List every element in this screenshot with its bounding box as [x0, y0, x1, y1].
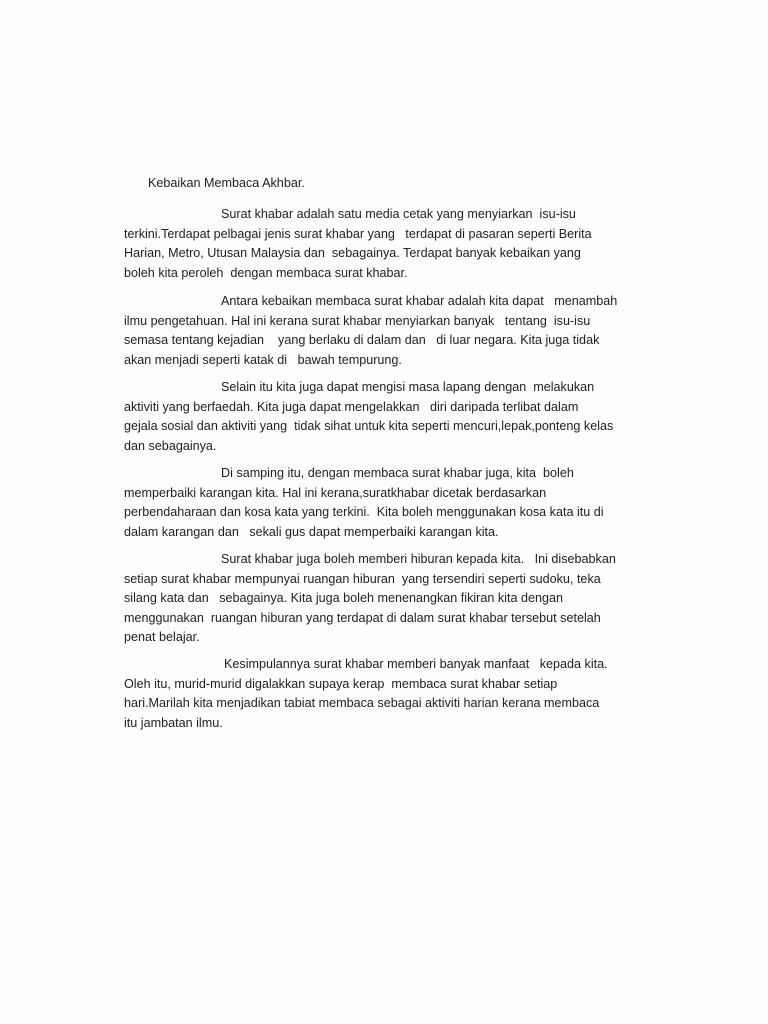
paragraph-line: penat belajar. — [124, 630, 200, 645]
paragraph-line: dan sebagainya. — [124, 438, 217, 453]
paragraph-5 — [124, 550, 646, 648]
paragraph-line: Surat khabar adalah satu media cetak yang menyiarkan isu-isu — [221, 207, 576, 221]
paragraph-line: boleh kita peroleh dengan membaca surat khabar. — [124, 265, 408, 280]
paragraph-3 — [124, 378, 646, 456]
paragraph-line: Harian, Metro, Utusan Malaysia dan sebagainya. Terdapat banyak kebaikan yang — [124, 246, 581, 261]
paragraph-line: ilmu pengetahuan. Hal ini kerana surat khabar menyiarkan banyak tentang isu-isu — [124, 313, 591, 328]
paragraph-line: memperbaiki karangan kita. Hal ini kerana,suratkhabar dicetak berdasarkan — [124, 485, 547, 500]
paragraph-line: hari.Marilah kita menjadikan tabiat membaca sebagai aktiviti harian kerana membaca — [124, 696, 600, 711]
paragraph-1 — [124, 205, 646, 283]
paragraph-line: perbendaharaan dan kosa kata yang terkini. Kita boleh menggunakan kosa kata itu di — [124, 505, 604, 520]
paragraph-line: silang kata dan sebagainya. Kita juga boleh menenangkan fikiran kita dengan — [124, 591, 563, 606]
paragraph-line: Kesimpulannya surat khabar memberi banyak manfaat kepada kita. — [224, 657, 608, 671]
document-title: Kebaikan Membaca Akhbar. — [148, 176, 305, 190]
paragraph-line: Antara kebaikan membaca surat khabar adalah kita dapat menambah — [221, 294, 618, 308]
paragraph-line: gejala sosial dan aktiviti yang tidak sihat untuk kita seperti mencuri,lepak,ponteng kelas — [124, 419, 614, 434]
paragraph-line: Di samping itu, dengan membaca surat khabar juga, kita boleh — [221, 466, 574, 480]
paragraph-line: Oleh itu, murid-murid digalakkan supaya kerap membaca surat khabar setiap — [124, 676, 558, 691]
paragraph-line: Selain itu kita juga dapat mengisi masa lapang dengan melakukan — [221, 380, 595, 394]
paragraph-line: akan menjadi seperti katak di bawah tempurung. — [124, 352, 402, 367]
paragraph-2 — [124, 292, 646, 370]
paragraph-4 — [124, 464, 646, 542]
paragraph-line: itu jambatan ilmu. — [124, 715, 223, 730]
paragraph-line: dalam karangan dan sekali gus dapat memperbaiki karangan kita. — [124, 524, 499, 539]
paragraph-line: semasa tentang kejadian yang berlaku di dalam dan di luar negara. Kita juga tidak — [124, 333, 600, 348]
paragraph-line: aktiviti yang berfaedah. Kita juga dapat mengelakkan diri daripada terlibat dalam — [124, 399, 579, 414]
paragraph-line: setiap surat khabar mempunyai ruangan hiburan yang tersendiri seperti sudoku, teka — [124, 571, 601, 586]
paragraph-6 — [124, 655, 646, 733]
paragraph-line: menggunakan ruangan hiburan yang terdapat di dalam surat khabar tersebut setelah — [124, 610, 601, 625]
paragraph-line: terkini.Terdapat pelbagai jenis surat khabar yang terdapat di pasaran seperti Berita — [124, 226, 592, 241]
paragraph-line: Surat khabar juga boleh memberi hiburan kepada kita. Ini disebabkan — [221, 552, 616, 566]
